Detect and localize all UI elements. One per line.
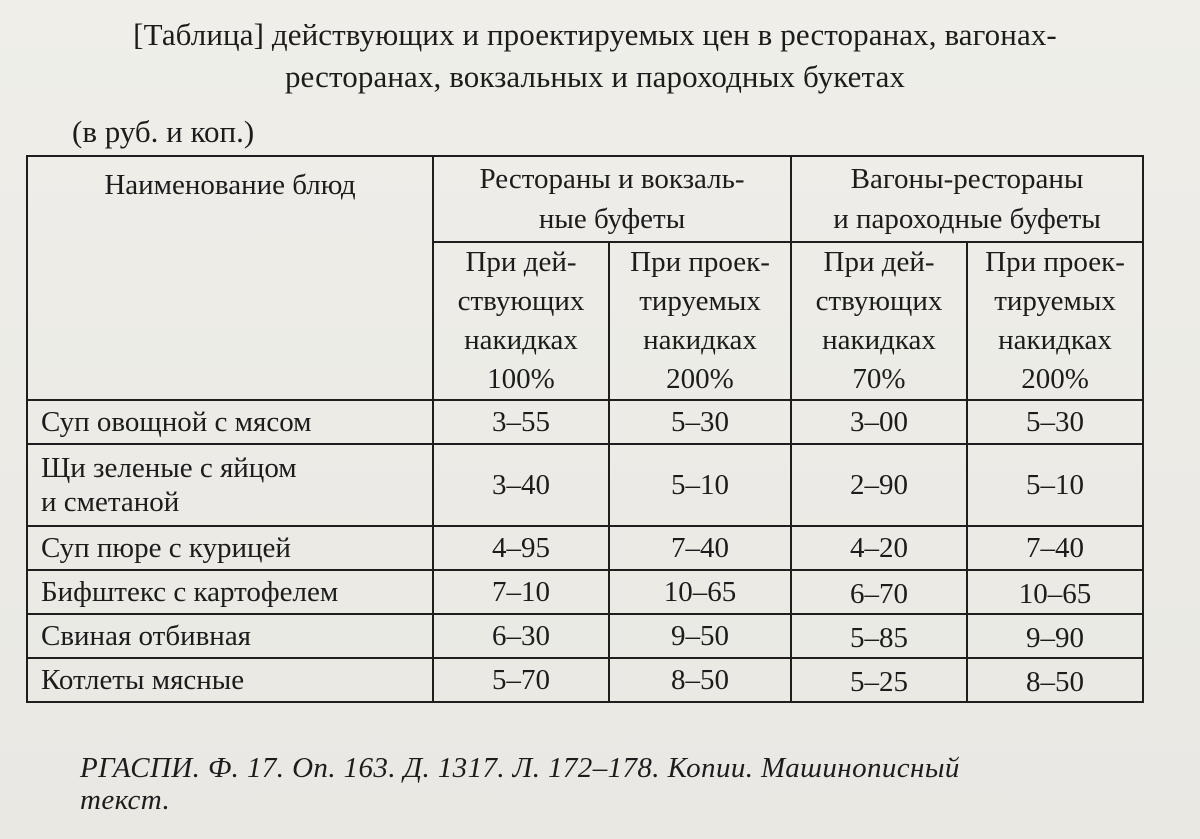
header-text-line: При проек- (985, 246, 1125, 278)
header-restaurants-projected (609, 242, 791, 400)
header-dining-cars-current (791, 242, 967, 400)
source-line-2: текст. (80, 784, 171, 816)
header-text-line: При дей- (823, 246, 935, 278)
table-row (27, 526, 1143, 570)
header-group-restaurants (433, 156, 791, 242)
price-cell: 7–40 (609, 526, 791, 570)
dish-name-text: Свиная отбивная (41, 620, 252, 652)
price-cell: 6–30 (433, 614, 609, 658)
header-text-line: ствующих (815, 285, 943, 317)
table-row (27, 444, 1143, 526)
price-cell: 5–10 (609, 444, 791, 526)
dish-name-text: Бифштекс с картофелем (41, 576, 339, 608)
price-cell: 4–95 (433, 526, 609, 570)
source-line-1: РГАСПИ. Ф. 17. Оп. 163. Д. 1317. Л. 172–178. Копии. Машинописный (80, 752, 960, 784)
header-text-line: При проек- (630, 246, 770, 278)
title-line-2: ресторанах, вокзальных и пароходных букетах (284, 59, 906, 94)
price-cell: 9–50 (609, 614, 791, 658)
units-note: (в руб. и коп.) (72, 114, 255, 149)
source-citation (80, 752, 1160, 816)
price-cell: 3–55 (433, 400, 609, 444)
header-group-restaurants-line-1: Рестораны и вокзаль- (479, 163, 745, 195)
dish-name-text: Суп овощной с мясом (41, 406, 312, 438)
price-cell: 10–65 (967, 570, 1143, 614)
header-group-restaurants-line-2: ные буфеты (538, 203, 686, 235)
price-cell: 8–50 (609, 658, 791, 702)
header-group-dining-cars-line-1: Вагоны-рестораны (850, 163, 1084, 195)
header-text-line: 200% (666, 363, 734, 395)
header-text-line: тируемых (639, 285, 761, 317)
header-text-line: 70% (852, 363, 906, 395)
price-cell: 10–65 (609, 570, 791, 614)
header-group-dining-cars (791, 156, 1143, 242)
price-cell: 5–30 (609, 400, 791, 444)
table-row (27, 400, 1143, 444)
dish-name (27, 658, 433, 702)
price-cell: 5–85 (791, 614, 967, 658)
price-cell: 4–20 (791, 526, 967, 570)
header-text-line: 100% (487, 363, 555, 395)
header-row-groups (27, 156, 1143, 242)
dish-name-text: Суп пюре с курицей (41, 532, 291, 564)
dish-name-text: Котлеты мясные (41, 664, 245, 696)
price-cell: 6–70 (791, 570, 967, 614)
dish-name (27, 614, 433, 658)
table-row (27, 658, 1143, 702)
price-cell: 3–00 (791, 400, 967, 444)
header-dish-name-text: Наименование блюд (104, 169, 356, 201)
dish-name (27, 444, 433, 526)
header-restaurants-current (433, 242, 609, 400)
header-text-line: накидках (998, 324, 1112, 356)
price-cell: 8–50 (967, 658, 1143, 702)
dish-name-text: Щи зеленые с яйцом (41, 452, 297, 484)
header-dining-cars-projected (967, 242, 1143, 400)
header-text-line: накидках (643, 324, 757, 356)
price-cell: 2–90 (791, 444, 967, 526)
price-cell: 3–40 (433, 444, 609, 526)
dish-name-text: и сметаной (41, 486, 180, 518)
dish-name (27, 570, 433, 614)
price-cell: 7–40 (967, 526, 1143, 570)
document-title (40, 14, 1150, 98)
dish-name (27, 400, 433, 444)
price-cell: 9–90 (967, 614, 1143, 658)
header-text-line: накидках (822, 324, 936, 356)
price-table (26, 155, 1144, 703)
table-row (27, 570, 1143, 614)
price-cell: 7–10 (433, 570, 609, 614)
price-cell: 5–30 (967, 400, 1143, 444)
price-cell: 5–10 (967, 444, 1143, 526)
header-group-dining-cars-line-2: и пароходные буфеты (833, 203, 1101, 235)
header-text-line: 200% (1021, 363, 1089, 395)
price-cell: 5–25 (791, 658, 967, 702)
header-text-line: тируемых (994, 285, 1116, 317)
header-text-line: ствующих (457, 285, 585, 317)
price-cell: 5–70 (433, 658, 609, 702)
header-dish-name (27, 156, 433, 400)
table-row (27, 614, 1143, 658)
title-line-1: [Таблица] действующих и проектируемых цен в ресторанах, вагонах- (133, 17, 1057, 52)
header-text-line: При дей- (465, 246, 577, 278)
dish-name (27, 526, 433, 570)
header-text-line: накидках (464, 324, 578, 356)
